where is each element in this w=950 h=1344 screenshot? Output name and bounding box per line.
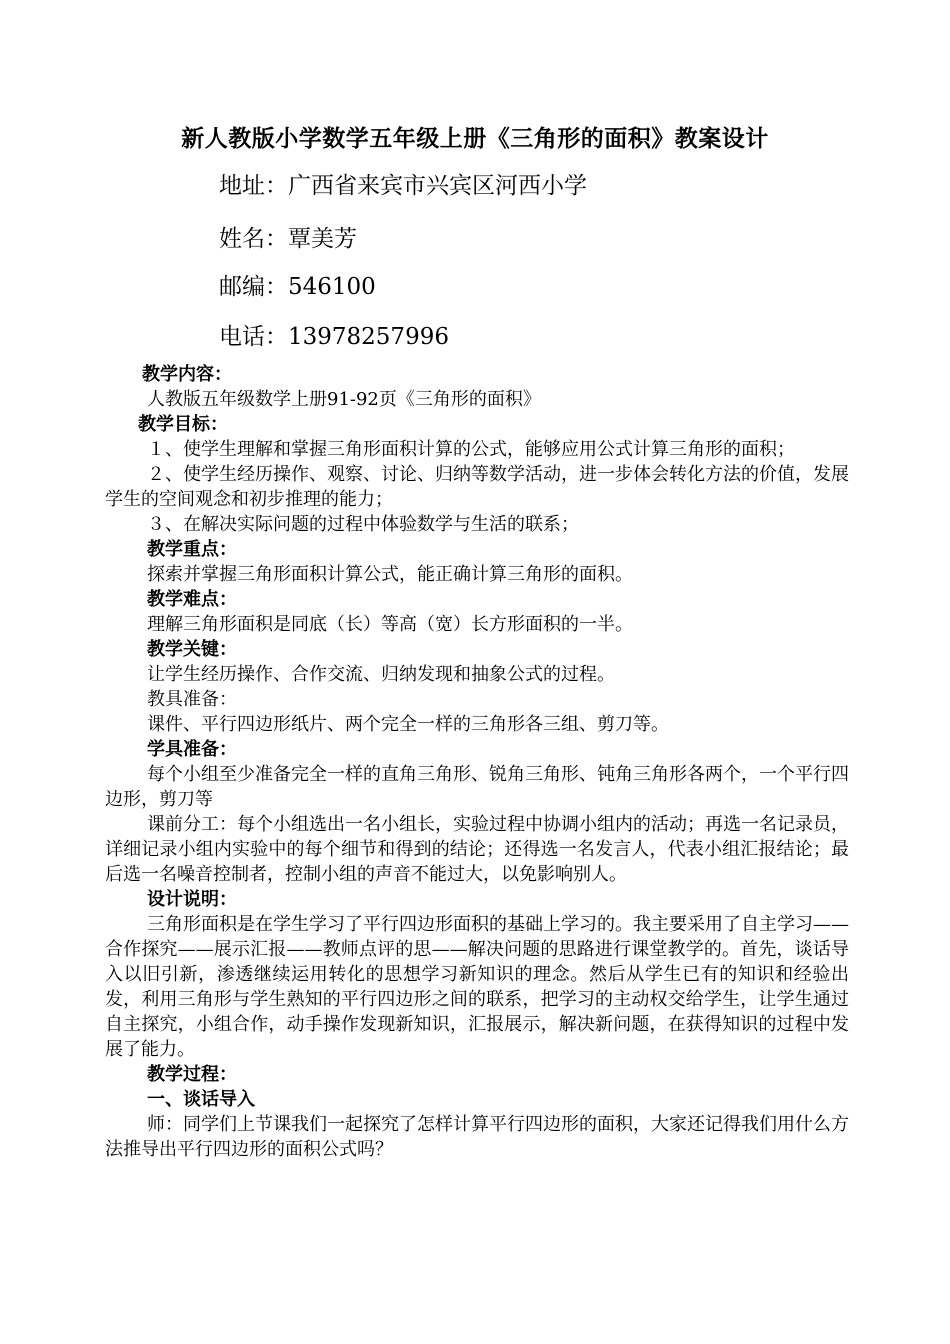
division-text: 课前分工：每个小组选出一名小组长，实验过程中协调小组内的活动；再选一名记录员，详细记录小组内实验中的每个细节和得到的结论；还得选一名发言人，代表小组汇报结论；最后选一名噪音控制者，控制小组的声音不能过大，以免影响别人。 bbox=[105, 814, 849, 885]
student-tools-text: 每个小组至少准备完全一样的直角三角形、锐角三角形、钝角三角形各两个，一个平行四边形，剪刀等 bbox=[105, 764, 849, 810]
heading-teacher-tools: 教具准备： bbox=[147, 689, 237, 710]
goal-3: ３、在解决实际问题的过程中体验数学与生活的联系； bbox=[147, 514, 579, 535]
design-text: 三角形面积是在学生学习了平行四边形面积的基础上学习的。我主要采用了自主学习——合作探究——展示汇报——教师点评的思——解决问题的思路进行课堂教学的。首先，谈话导入以旧引新，渗透继续运用转化的思想学习新知识的理念。然后从学生已有的知识和经验出发，利用三角形与学生熟知的平行四边形之间的联系，把学习的主动权交给学生，让学生通过自主探究，小组合作，动手操作发现新知识，汇报展示，解决新问题，在获得知识的过程中发展了能力。 bbox=[105, 914, 849, 1060]
phone-line: 电话：13978257996 bbox=[219, 324, 449, 350]
teacher-tools-text: 课件、平行四边形纸片、两个完全一样的三角形各三组、剪刀等。 bbox=[147, 714, 669, 735]
heading-crux: 教学关键： bbox=[147, 639, 237, 660]
heading-process: 教学过程： bbox=[147, 1064, 237, 1085]
difficulty-text: 理解三角形面积是同底（长）等高（宽）长方形面积的一半。 bbox=[147, 614, 633, 635]
name-line: 姓名：覃美芳 bbox=[219, 226, 357, 252]
document-body bbox=[105, 362, 849, 1162]
document-title: 新人教版小学数学五年级上册《三角形的面积》教案设计 bbox=[181, 125, 769, 152]
teacher-dialogue: 师：同学们上节课我们一起探究了怎样计算平行四边形的面积，大家还记得我们用什么方法推导出平行四边形的面积公式吗？ bbox=[105, 1114, 849, 1160]
heading-key: 教学重点： bbox=[147, 539, 237, 560]
heading-design: 设计说明： bbox=[147, 889, 237, 910]
heading-goals: 教学目标： bbox=[138, 414, 228, 435]
goal-1: １、使学生理解和掌握三角形面积计算的公式，能够应用公式计算三角形的面积； bbox=[147, 439, 795, 460]
key-text: 探索并掌握三角形面积计算公式，能正确计算三角形的面积。 bbox=[147, 564, 633, 585]
heading-section-1: 一、谈话导入 bbox=[147, 1089, 255, 1110]
goal-2: ２、使学生经历操作、观察、讨论、归纳等数学活动，进一步体会转化方法的价值，发展学生的空间观念和初步推理的能力； bbox=[105, 464, 849, 510]
heading-student-tools: 学具准备： bbox=[147, 739, 237, 760]
heading-content: 教学内容： bbox=[142, 364, 232, 385]
heading-difficulty: 教学难点： bbox=[147, 589, 237, 610]
address-line: 地址：广西省来宾市兴宾区河西小学 bbox=[219, 173, 587, 199]
content-text: 人教版五年级数学上册91-92页《三角形的面积》 bbox=[147, 389, 541, 410]
postcode-line: 邮编：546100 bbox=[219, 274, 376, 300]
crux-text: 让学生经历操作、合作交流、归纳发现和抽象公式的过程。 bbox=[147, 664, 615, 685]
